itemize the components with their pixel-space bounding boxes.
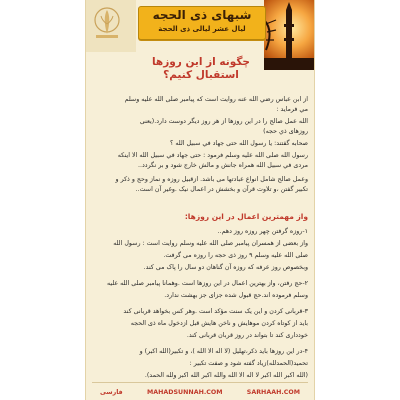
- title-banner: [138, 6, 266, 40]
- footer-website-link[interactable]: MAHADSUNNAH.COM: [147, 389, 223, 396]
- paragraph-line: صحابه گفتند: یا رسول الله حتی جهاد في سبيل الله ؟: [170, 140, 308, 147]
- content-card: [86, 0, 314, 400]
- logo-area: [86, 0, 136, 52]
- list-item: وسلم فرموده اند.حج قبول شده جزای جز بهشت ندارد.: [164, 292, 308, 299]
- list-item: ۱-روزه گرفتن چهر روزه روز دهم..: [217, 228, 308, 235]
- paragraph-line: وعمل صالح شامل انواع عبادتها می باشد. ازقبیل روزه و نماز وحج و ذکر و: [115, 176, 308, 183]
- question-line-2: استقبال کنیم؟: [163, 69, 239, 81]
- paragraph-line: تکبیر گفتن ،و تلاوت قرآن و بخشش در اعمال نیک .وغیر آن است..: [135, 186, 308, 193]
- paragraph-line: روزهای ذي حجه): [263, 128, 308, 135]
- list-item: ۲-حج رفتن، واز بهترین اعمال در این روزها است .وهمانا پیامبر صلى الله عليه: [106, 280, 308, 287]
- question-line-1: چگونه از این روزها: [151, 56, 250, 68]
- wheat-logo-icon: [92, 6, 122, 42]
- list-item: ۳-قربانی کردن و این یک سنت مؤکد است .وهر کس بخواهد قربانی کند: [123, 308, 308, 315]
- paragraph-line: مي فرمايد :: [276, 106, 308, 113]
- footer-divider: [92, 382, 308, 383]
- list-item: خودداری کند تا بتواند در روز قربان قربانی کند.: [186, 332, 308, 339]
- list-item: باید از کوتاه کردن موهایش و ناخن هایش قبل ازدخول ماه ذی الحجه: [130, 320, 308, 327]
- footer: [86, 385, 314, 400]
- list-item: واز بعضی از همسران پیامبر صلى الله عليه وسلم روايت است : رسول الله: [113, 240, 308, 247]
- paragraph-line: از ابن عباس رضي الله عنه روايت است كه پيامبر صلى الله عليه وسلم: [124, 96, 308, 103]
- list-item: ۴-در این روزها باید ذکر،تهلیل (لا اله الا الله )، و تکبیر(الله اکبر) و: [139, 348, 308, 355]
- paragraph-line: مردی في سبيل الله همراه جانش و مالش خارج شود و بر نگردد..: [137, 162, 308, 169]
- paragraph-line: رسول الله صلى الله عليه وسلم فرمود : حتى جهاد في سبيل الله الا اینکه: [117, 152, 308, 159]
- list-item: وبخصوص روز عرفه که روزه آن گناهان دو سال را پاک می کند.: [143, 264, 308, 271]
- paragraph-line: الله عمل صالح را در این روزها از هر روز دیگر دوست دارد.(یعنی: [139, 118, 308, 125]
- footer-language-label: فارسی: [100, 389, 123, 396]
- list-item: (الله اکبر الله اکبر لا اله الا الله والله اکبر الله اکبر ولله الحمد).: [144, 372, 308, 379]
- page-title: شبهای ذی الحجه: [152, 8, 252, 22]
- list-item: صلى الله عليه وسلم ۹ روز ذی حجه را روزه می گرفت.: [163, 252, 308, 259]
- list-item: تحمید(الحمدلله)زیاد گفته شود و صفت تکبیر :: [189, 360, 308, 367]
- section-title: واز مهمترین اعمال در این روزها:: [184, 212, 308, 221]
- footer-website-link-2[interactable]: SARHAAH.COM: [246, 389, 300, 396]
- page-subtitle: لیال عشر لیالی ذی الحجة: [158, 25, 246, 33]
